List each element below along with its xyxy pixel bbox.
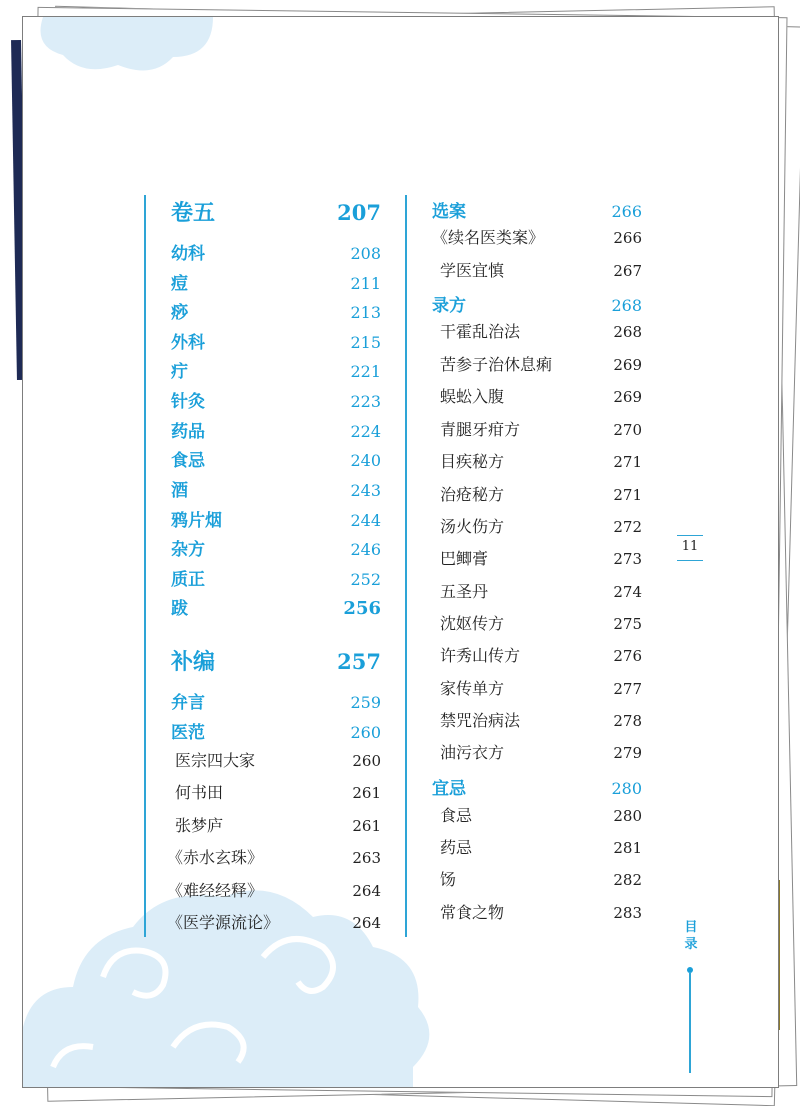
item-label: 青腿牙疳方 <box>440 420 521 439</box>
toc-entry[interactable] <box>171 594 381 619</box>
page-number-rule-top <box>677 535 703 536</box>
entry-label: 弁言 <box>171 693 205 713</box>
entry-page: 259 <box>350 693 381 712</box>
item-page: 275 <box>613 615 642 633</box>
item-label: 油污衣方 <box>440 743 505 762</box>
item-page: 261 <box>352 784 381 802</box>
item-label: 药忌 <box>440 838 473 857</box>
toc-item[interactable] <box>175 780 381 803</box>
toc-entry[interactable] <box>171 446 381 471</box>
toc-item[interactable] <box>440 740 642 763</box>
entry-page: 213 <box>350 303 381 322</box>
entry-label: 鸦片烟 <box>171 511 222 531</box>
entry-page: 260 <box>350 723 381 742</box>
item-page: 264 <box>352 914 381 932</box>
entry-page: 252 <box>350 570 381 589</box>
toc-item[interactable] <box>167 845 381 868</box>
item-label: 家传单方 <box>440 679 505 698</box>
toc-item[interactable] <box>440 803 642 826</box>
item-page: 264 <box>352 882 381 900</box>
toc-item[interactable] <box>175 748 381 771</box>
entry-label: 质正 <box>171 570 205 590</box>
toc-entry[interactable] <box>171 269 381 294</box>
entry-label: 酒 <box>171 481 188 501</box>
item-page: 280 <box>613 807 642 825</box>
item-label: 《医学源流论》 <box>167 913 280 932</box>
toc-item[interactable] <box>440 352 642 375</box>
item-label: 沈妪传方 <box>440 614 505 633</box>
item-page: 260 <box>352 752 381 770</box>
item-label: 学医宜慎 <box>440 261 505 280</box>
item-page: 273 <box>613 550 642 568</box>
item-label: 苦参子治休息痢 <box>440 355 553 374</box>
heading-page: 207 <box>337 200 381 225</box>
section-title: 录方 <box>432 296 466 316</box>
toc-item[interactable] <box>440 867 642 890</box>
item-label: 五圣丹 <box>440 582 489 601</box>
item-page: 271 <box>613 486 642 504</box>
toc-entry[interactable] <box>171 239 381 264</box>
entry-label: 痧 <box>171 303 188 323</box>
toc-item[interactable] <box>167 910 381 933</box>
entry-page: 221 <box>350 362 381 381</box>
entry-page: 215 <box>350 333 381 352</box>
item-label: 常食之物 <box>440 903 505 922</box>
entry-label: 疔 <box>171 362 188 382</box>
entry-page: 246 <box>350 540 381 559</box>
item-label: 蜈蚣入腹 <box>440 387 505 406</box>
heading-page: 257 <box>337 649 381 674</box>
item-page: 282 <box>613 871 642 889</box>
toc-item[interactable] <box>440 676 642 699</box>
entry-page: 256 <box>343 598 381 619</box>
toc-item[interactable] <box>440 258 642 281</box>
entry-page: 224 <box>350 422 381 441</box>
item-label: 《难经经释》 <box>167 881 264 900</box>
toc-item[interactable] <box>440 546 642 569</box>
item-label: 饧 <box>440 870 457 889</box>
entry-label: 杂方 <box>171 540 205 560</box>
item-page: 268 <box>613 323 642 341</box>
toc-section[interactable] <box>432 774 642 799</box>
entry-label: 幼科 <box>171 244 205 264</box>
heading-label: 卷五 <box>171 200 216 226</box>
item-page: 281 <box>613 839 642 857</box>
toc-page <box>22 16 779 1088</box>
item-page: 263 <box>352 849 381 867</box>
toc-item[interactable] <box>440 319 642 342</box>
section-page: 280 <box>611 779 642 798</box>
toc-item[interactable] <box>175 813 381 836</box>
entry-label: 食忌 <box>171 451 205 471</box>
toc-item[interactable] <box>440 708 642 731</box>
entry-page: 223 <box>350 392 381 411</box>
item-label: 汤火伤方 <box>440 517 505 536</box>
toc-section[interactable] <box>432 291 642 316</box>
item-label: 干霍乱治法 <box>440 322 521 341</box>
toc-entry[interactable] <box>171 387 381 412</box>
entry-label: 痘 <box>171 274 188 294</box>
toc-item[interactable] <box>440 384 642 407</box>
toc-entry[interactable] <box>171 506 381 531</box>
item-page: 266 <box>613 229 642 247</box>
toc-item[interactable] <box>432 225 642 248</box>
item-label: 许秀山传方 <box>440 646 521 665</box>
item-label: 何书田 <box>175 783 224 802</box>
item-page: 269 <box>613 388 642 406</box>
right-column-rule <box>405 195 407 937</box>
toc-item[interactable] <box>440 579 642 602</box>
item-label: 巴鲫膏 <box>440 549 489 568</box>
item-label: 目疾秘方 <box>440 452 505 471</box>
entry-label: 药品 <box>171 422 205 442</box>
toc-item[interactable] <box>167 878 381 901</box>
item-page: 269 <box>613 356 642 374</box>
entry-label: 医范 <box>171 723 205 743</box>
item-page: 261 <box>352 817 381 835</box>
page-number: 11 <box>681 539 699 554</box>
entry-label: 外科 <box>171 333 205 353</box>
toc-item[interactable] <box>440 449 642 472</box>
section-title: 宜忌 <box>432 779 466 799</box>
item-page: 267 <box>613 262 642 280</box>
toc-heading[interactable] <box>171 645 381 676</box>
section-page: 266 <box>611 202 642 221</box>
entry-page: 211 <box>350 274 381 293</box>
item-page: 270 <box>613 421 642 439</box>
item-page: 278 <box>613 712 642 730</box>
item-label: 禁咒治病法 <box>440 711 521 730</box>
item-page: 271 <box>613 453 642 471</box>
toc-entry[interactable] <box>171 535 381 560</box>
left-column-rule <box>144 195 146 937</box>
entry-page: 243 <box>350 481 381 500</box>
item-label: 医宗四大家 <box>175 751 256 770</box>
toc-entry[interactable] <box>171 328 381 353</box>
toc-entry[interactable] <box>171 565 381 590</box>
item-page: 274 <box>613 583 642 601</box>
toc-item[interactable] <box>440 417 642 440</box>
toc-item[interactable] <box>440 482 642 505</box>
entry-page: 208 <box>350 244 381 263</box>
item-label: 《续名医类案》 <box>432 228 545 247</box>
item-page: 277 <box>613 680 642 698</box>
entry-page: 240 <box>350 451 381 470</box>
item-page: 279 <box>613 744 642 762</box>
section-title: 选案 <box>432 202 466 222</box>
entry-label: 跋 <box>171 599 188 619</box>
toc-item[interactable] <box>440 643 642 666</box>
toc-entry[interactable] <box>171 718 381 743</box>
toc-entry[interactable] <box>171 298 381 323</box>
page-number-rule-bottom <box>677 560 703 561</box>
item-label: 《赤水玄珠》 <box>167 848 264 867</box>
item-label: 治疮秘方 <box>440 485 505 504</box>
entry-page: 244 <box>350 511 381 530</box>
entry-label: 针灸 <box>171 392 205 412</box>
toc-heading[interactable] <box>171 196 381 227</box>
toc-item[interactable] <box>440 900 642 923</box>
item-page: 283 <box>613 904 642 922</box>
heading-label: 补编 <box>171 649 216 675</box>
toc-item[interactable] <box>440 835 642 858</box>
toc-item[interactable] <box>440 514 642 537</box>
toc-entry[interactable] <box>171 688 381 713</box>
toc-item[interactable] <box>440 611 642 634</box>
section-page: 268 <box>611 296 642 315</box>
item-page: 276 <box>613 647 642 665</box>
item-label: 食忌 <box>440 806 473 825</box>
item-page: 272 <box>613 518 642 536</box>
item-label: 张梦庐 <box>175 816 224 835</box>
side-marker-line <box>689 973 691 1073</box>
toc-entry[interactable] <box>171 476 381 501</box>
side-section-label: 目录 <box>684 920 698 952</box>
toc-entry[interactable] <box>171 357 381 382</box>
toc-entry[interactable] <box>171 417 381 442</box>
cloud-decoration-top <box>23 17 223 87</box>
toc-section[interactable] <box>432 197 642 222</box>
